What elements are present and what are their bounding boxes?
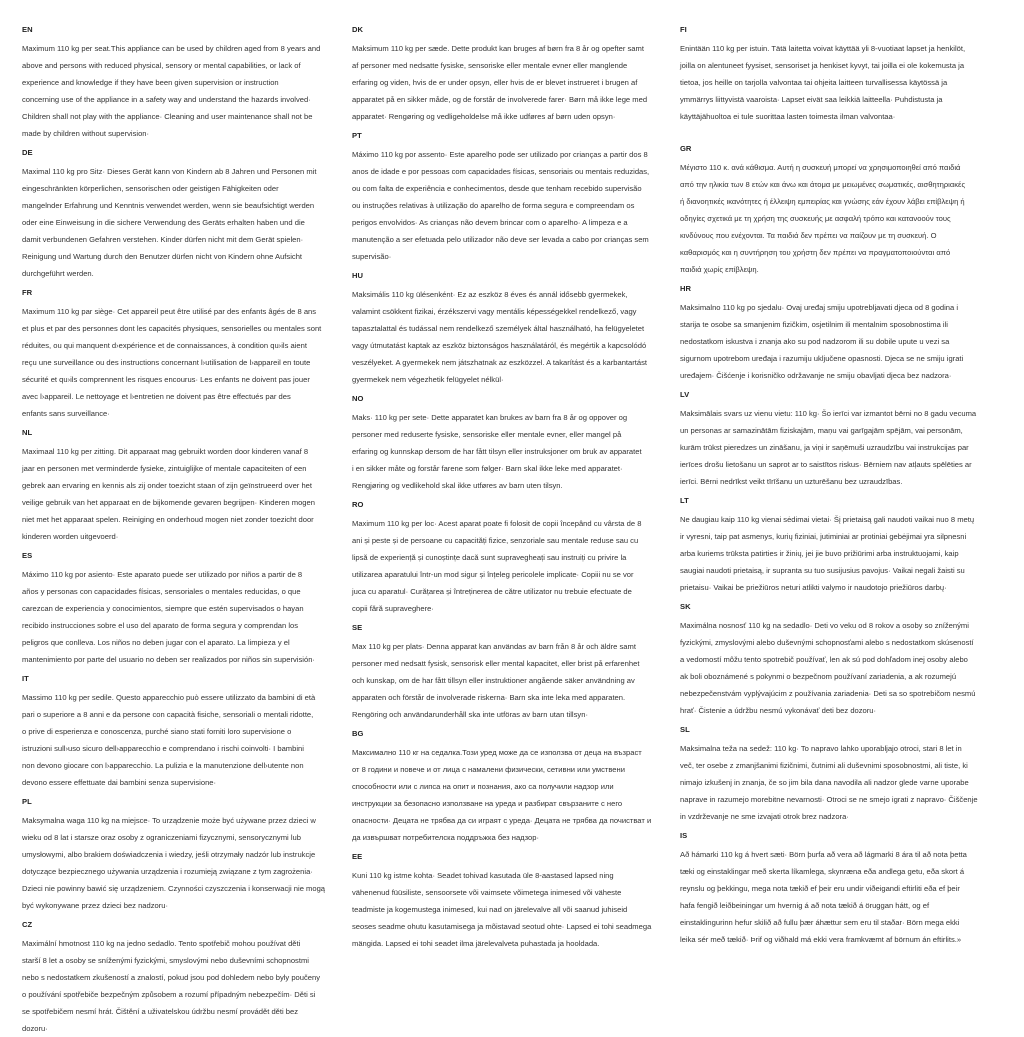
text-line: avec l›appareil. Le nettoyage et l›entretien ne doivent pas être effectués par des: [22, 392, 291, 401]
text-line: Maksymalna waga 110 kg na miejsce· To urządzenie może być używane przez dzieci w: [22, 816, 316, 825]
text-line: Maksimum 110 kg per sæde. Dette produkt kan bruges af børn fra 8 år og opefter samt: [352, 44, 644, 53]
text-line: Maksimālais svars uz vienu vietu: 110 kg· Šo ierīci var izmantot bērni no 8 gadu vecuma: [680, 409, 977, 418]
language-code: FI: [680, 25, 687, 34]
section-pt: [352, 131, 674, 265]
text-line: apparaten och förstår de involverade riskerna· Barn ska inte leka med apparaten.: [352, 693, 626, 702]
text-line: παιδιά χωρίς επίβλεψη.: [680, 265, 759, 274]
text-line: ou com falta de experiência e conhecimentos, desde que tenham recebido supervisão: [352, 184, 642, 193]
text-line: devono essere effettuate dai bambini senza supervisione·: [22, 778, 217, 787]
text-line: seoses seadme ohutu kasutamisega ja mõistavad seotud ohte· Lapsed ei tohi seadmega: [352, 922, 652, 931]
text-line: un personas ar samazinātām fiziskajām, maņu vai garīgajām spējām, vai personām,: [680, 426, 963, 435]
text-line: veilige gebruik van het apparaat en de bijkomende gevaren begrijpen· Kinderen mogen: [22, 498, 315, 507]
text-line: Reinigung und Wartung durch den Benutzer dürfen nicht von Kindern ohne Aufsicht: [22, 252, 303, 261]
text-line: juca cu aparatul· Curățarea și întreținerea de către utilizator nu trebuie efectuate de: [352, 587, 632, 596]
language-code: BG: [352, 729, 364, 738]
text-line: mantenimiento por parte del usuario no deben ser realizados por niños sin supervisión·: [22, 655, 315, 664]
section-hr: [680, 284, 1002, 384]
text-line: saugiai naudoti prietaisą, ir supranta su tuo susijusius pavojus· Vaikai negali žaisti su: [680, 566, 965, 575]
text-line: mangelnder Erfahrung und Kenntnis verwendet werden, wenn sie beaufsichtigt werden: [22, 201, 315, 210]
text-line: gyermekek nem végezhetik felügyelet nélkül·: [352, 375, 504, 384]
text-line: prietaisu· Vaikai be priežiūros neturi atlikti valymo ir naudotojo priežiūros darbų·: [680, 583, 947, 592]
text-line: fyzickými, zmyslovými alebo duševnými schopnosťami alebo s nedostatkom skúseností: [680, 638, 974, 647]
text-line: supervisão·: [352, 252, 392, 261]
text-line: niet met het apparaat spelen. Reiniging en onderhoud mogen niet zonder toezicht door: [22, 515, 314, 524]
text-line: sécurité et qu›ils comprennent les risques encourus· Les enfants ne doivent pas jouer: [22, 375, 310, 384]
text-line: Max 110 kg per plats· Denna apparat kan användas av barn från 8 år och äldre samt: [352, 642, 636, 651]
text-line: personer med reduserte fysiske, sensoriske eller mentale evner, eller mangel på: [352, 430, 622, 439]
text-line: utilizarea aparatului într-un mod sigur și înțeleg pericolele implicate· Copiii nu se vor: [352, 570, 634, 579]
language-code: LV: [680, 390, 690, 399]
text-line: oder eine Einweisung in die sichere Verwendung des Geräts erhalten haben und die: [22, 218, 305, 227]
text-line: Maksimalna teža na sedež: 110 kg· To napravo lahko uporabljajo otroci, stari 8 let in: [680, 744, 962, 753]
language-code: HR: [680, 284, 691, 293]
text-line: se spotřebičem nesmí hrát. Čištění a uživatelskou údržbu nesmí provádět děti bez: [22, 1007, 299, 1016]
text-line: non devono giocare con l›apparecchio. La pulizia e la manutenzione dell›utente non: [22, 761, 304, 770]
text-line: valamint csökkent fizikai, érzékszervi vagy mentális képességekkel rendelkező, vagy: [352, 307, 637, 316]
language-code: IT: [22, 674, 29, 683]
language-code: ES: [22, 551, 33, 560]
text-line: teadmiste ja kogemustega inimesed, kui nad on järelevalve all või saanud juhiseid: [352, 905, 628, 914]
text-line: Maximum 110 kg per seat.This appliance can be used by children aged from 8 years and: [22, 44, 321, 53]
text-line: ak boli oboznámené s pokynmi o bezpečnom používaní zariadenia, a ak rozumejú: [680, 672, 957, 681]
text-line: manutenção a ser efetuada pelo utilizador não deve ser levada a cabo por crianças sem: [352, 235, 649, 244]
text-line: Μέγιστο 110 κ. ανά κάθισμα. Αυτή η συσκευή μπορεί να χρησιμοποιηθεί από παιδιά: [680, 163, 961, 172]
text-line: damit verbundenen Gefahren verstehen. Kinder dürfen nicht mit dem Gerät spielen·: [22, 235, 304, 244]
text-line: καθαρισμός και η συντήρηση του χρήστη δεν πρέπει να πραγματοποιούνται από: [680, 248, 951, 257]
language-code: SL: [680, 725, 690, 734]
language-code: EE: [352, 852, 363, 861]
section-lt: [680, 496, 1002, 596]
section-cz: [22, 920, 344, 1037]
text-line: Maksimalno 110 kg po sjedalu· Ovaj uređaj smiju upotrebljavati djeca od 8 godina i: [680, 303, 959, 312]
text-line: naprave in razumejo morebitne nevarnosti· Otroci se ne smejo igrati z napravo· Čiščenje: [680, 795, 978, 804]
language-code: HU: [352, 271, 363, 280]
text-line: Maks· 110 kg per sete· Dette apparatet kan brukes av barn fra 8 år og oppover og: [352, 413, 628, 422]
language-code: NL: [22, 428, 33, 437]
text-line: arba kuriems trūksta patirties ir žinių, jei jie buvo prižiūrimi arba instruktuojami, kaip: [680, 549, 959, 558]
section-is: [680, 831, 1002, 948]
section-sk: [680, 602, 1002, 719]
section-dk: [352, 25, 674, 125]
text-line: pari o superiore a 8 anni e da persone con capacità fisiche, sensoriali o mentali ridotte,: [22, 710, 314, 719]
text-line: Kuni 110 kg istme kohta· Seadet tohivad kasutada üle 8-aastased lapsed ning: [352, 871, 614, 880]
text-line: concerning use of the appliance in a safety way and understand the hazards involved·: [22, 95, 311, 104]
language-code: PT: [352, 131, 362, 140]
text-line: leika sér með tækið· Þrif og viðhald má ekki vera framkvæmt af börnum án eftirlits.»: [680, 935, 962, 944]
language-code: FR: [22, 288, 33, 297]
text-line: reçu une surveillance ou des instructions concernant l›utilisation de l›appareil en toute: [22, 358, 311, 367]
text-line: Maximální hmotnost 110 kg na jedno sedadlo. Tento spotřebič mohou používat děti: [22, 939, 301, 948]
text-line: wieku od 8 lat i starsze oraz osoby z ograniczeniami fizycznymi, sensorycznymi lub: [22, 833, 301, 842]
text-line: από την ηλικία των 8 ετών και άνω και άτομα με μειωμένες σωματικές, αισθητηριακές: [680, 180, 966, 189]
section-bg: [352, 729, 674, 846]
section-fi: [680, 25, 1002, 125]
text-line: jaar en personen met verminderde fysieke, zintuiglijke of mentale capaciteiten of een: [22, 464, 307, 473]
text-line: способности или с липса на опит и познания, ако са получили надзор или: [352, 782, 614, 791]
text-line: enfants sans surveillance·: [22, 409, 110, 418]
section-it: [22, 674, 344, 791]
language-code: NO: [352, 394, 364, 403]
section-fr: [22, 288, 344, 422]
text-line: Rengöring och användarunderhåll ska inte utföras av barn utan tillsyn·: [352, 710, 588, 719]
language-code: SE: [352, 623, 363, 632]
text-line: vagy útmutatást kaptak az eszköz biztonságos használatáról, és megértik a kapcsolódó: [352, 341, 647, 350]
text-line: Dzieci nie powinny bawić się urządzeniem. Czynności czyszczenia i konserwacji nie mogą: [22, 884, 326, 893]
text-line: Að hámarki 110 kg á hvert sæti· Börn þurfa að vera að lágmarki 8 ára til að nota þetta: [680, 850, 967, 859]
language-code: DE: [22, 148, 33, 157]
text-line: ou instruções relativas à utilização do aparelho de forma segura e compreendam os: [352, 201, 635, 210]
language-code: SK: [680, 602, 691, 611]
text-line: Ne daugiau kaip 110 kg vienai sėdimai vietai· Šį prietaisą gali naudoti vaikai nuo 8 metų: [680, 515, 975, 524]
text-line: инструкции за безопасно използване на уреда и разбират свързаните с него: [352, 799, 623, 808]
language-code: LT: [680, 496, 689, 505]
text-line: lipsă de experiență și cunoștințe dacă sunt supravegheați sau instruiți cu privire la: [352, 553, 627, 562]
text-line: istruzioni sull›uso sicuro dell›apparecchio e comprendano i rischi coinvolti· I bambini: [22, 744, 304, 753]
text-line: Máximo 110 kg por assento· Este aparelho pode ser utilizado por crianças a partir dos 8: [352, 150, 648, 159]
text-line: ymmärrys liittyvistä vaaroista· Lapset eivät saa leikkiä laitteella· Puhdistusta ja: [680, 95, 943, 104]
text-line: apparatet på en sikker måde, og de forstår de involverede farer· Børn må ikke lege med: [352, 95, 648, 104]
section-sl: [680, 725, 1002, 825]
section-es: [22, 551, 344, 668]
text-line: tietoa, jos heille on tarjolla valvontaa tai ohjeita laitteen turvallisessa käytössä ja: [680, 78, 948, 87]
text-line: erfaring og kunnskap dersom de har fått tilsyn eller instruksjoner om bruk av apparatet: [352, 447, 642, 456]
text-line: Maximal 110 kg pro Sitz· Dieses Gerät kann von Kindern ab 8 Jahren und Personen mit: [22, 167, 317, 176]
text-line: vähenenud füüsiliste, sensoorsete või vaimsete võimetega inimesed või väheste: [352, 888, 622, 897]
text-line: anos de idade e por pessoas com capacidades físicas, sensoriais ou mentais reduzidas,: [352, 167, 650, 176]
text-line: reynslu og þekkingu, mega nota tækið ef þeir eru undir viðeigandi eftirliti eða ef þeir: [680, 884, 960, 893]
text-line: mängida. Lapsed ei tohi seadet ilma järelevalveta puhastada ja hooldada.: [352, 939, 600, 948]
text-line: a vedomostí môžu tento spotrebič používať, len ak sú pod dohľadom inej osoby alebo: [680, 655, 968, 664]
text-line: dotyczące bezpiecznego używania urządzenia i rozumieją związane z tym zagrożenia·: [22, 867, 313, 876]
section-nl: [22, 428, 344, 545]
text-line: Children shall not play with the appliance· Cleaning and user maintenance shall not be: [22, 112, 313, 121]
text-line: ierīci. Bērni nedrīkst veikt tīrīšanu un uzturēšanu bez uzraudzības.: [680, 477, 903, 486]
text-line: recibido instrucciones sobre el uso del aparato de forma segura y comprendan los: [22, 621, 299, 630]
section-en: [22, 25, 344, 142]
section-se: [352, 623, 674, 723]
section-hu: [352, 271, 674, 388]
text-line: af personer med nedsatte fysiske, sensoriske eller mentale evner eller manglende: [352, 61, 628, 70]
text-line: peligros que conlleva. Los niños no deben jugar con el aparato. La limpieza y el: [22, 638, 290, 647]
text-line: Maximálna nosnosť 110 kg na sedadlo· Deti vo veku od 8 rokov a osoby so zníženými: [680, 621, 969, 630]
text-line: dozoru·: [22, 1024, 48, 1033]
section-lv: [680, 390, 1002, 490]
text-line: да извършват потребителска поддръжка без надзор·: [352, 833, 539, 842]
text-line: κινδύνους που ενέχονται. Τα παιδιά δεν πρέπει να παίζουν με τη συσκευή. Ο: [680, 231, 937, 240]
text-line: hafa fengið leiðbeiningar um hvernig á að nota tækið á öruggan hátt, og ef: [680, 901, 930, 910]
text-line: erfaring og viden, hvis de er under opsyn, eller hvis de er blevet instrueret i brugen af: [352, 78, 638, 87]
text-line: Максимално 110 кг на седалка.Този уред може да се използва от деца на възраст: [352, 748, 642, 757]
language-code: PL: [22, 797, 32, 806]
text-line: nedostatkom iskustva i znanja ako su pod nadzorom ili su dobile upute u vezi sa: [680, 337, 950, 346]
text-line: starija te osobe sa smanjenim fizičkim, osjetilnim ili mentalnim sposobnostima ili: [680, 320, 948, 329]
text-line: joilla on alentuneet fyysiset, sensoriset ja henkiset kyvyt, tai joilla ei ole kokemusta ja: [680, 61, 965, 70]
text-line: kurām trūkst pieredzes un zināšanu, ja viņi ir saņēmuši uzraudzību vai instrukcijas par: [680, 443, 969, 452]
section-pl: [22, 797, 344, 914]
text-line: sigurnom upotrebom uređaja i razumiju uključene opasnosti. Djeca se ne smiju igrati: [680, 354, 964, 363]
text-line: nimajo izkušenj in znanja, če so jim bila dana navodila ali nadzor glede varne uporabe: [680, 778, 969, 787]
text-line: οδηγίες σχετικά με τη χρήση της συσκευής με ασφαλή τρόπο και κατανοούν τους: [680, 214, 951, 223]
text-line: ή διανοητικές ικανότητες ή έλλειψη εμπειρίας και γνώσης εάν έχουν λάβει επίβλεψη ή: [680, 197, 965, 206]
text-line: nebezpečenstvám vyplývajúcim z používania zariadenia· Deti sa so spotrebičom nesmú: [680, 689, 976, 698]
text-line: tapasztalattal és tudással nem rendelkező személyek által használható, ha felügyeletet: [352, 324, 645, 333]
text-line: uređajem· Čišćenje i korisničko održavanje ne smiju obavljati djeca bez nadzora·: [680, 371, 952, 380]
text-line: et plus et par des personnes dont les capacités physiques, sensorielles ou mentales sont: [22, 324, 322, 333]
text-line: veszélyeket. A gyermekek nem játszhatnak az eszközzel. A takarítást és a karbantartást: [352, 358, 648, 367]
text-line: Rengjøring og vedlikehold skal ikke utføres av barn uten tilsyn.: [352, 481, 563, 490]
language-code: CZ: [22, 920, 33, 929]
language-code: RO: [352, 500, 364, 509]
text-line: made by children without supervision·: [22, 129, 150, 138]
text-line: o prive di esperienza e conoscenza, purché siano stati forniti loro supervisione o: [22, 727, 292, 736]
text-line: och kunskap, om de har fått tillsyn eller instruktioner angående säker användning av: [352, 676, 635, 685]
text-line: Massimo 110 kg per sedile. Questo apparecchio può essere utilizzato da bambini di età: [22, 693, 316, 702]
text-line: gebrek aan ervaring en kennis als zij onder toezicht staan of zijn geïnstrueerd over het: [22, 481, 312, 490]
text-line: več, ter osebe z zmanjšanimi fizičnimi, čutnimi ali duševnimi sposobnostmi, ali tiste, ki: [680, 761, 968, 770]
language-code: EN: [22, 25, 33, 34]
text-line: Enintään 110 kg per istuin. Tätä laitetta voivat käyttää yli 8-vuotiaat lapset ja henkilöt,: [680, 44, 966, 53]
text-line: o používání spotřebiče bezpečným způsobem a rozumí případným nebezpečím· Děti si: [22, 990, 316, 999]
text-line: durchgeführt werden.: [22, 269, 94, 278]
text-line: ani și peste și de persoane cu capacități fizice, senzoriale sau mentale reduse sau cu: [352, 536, 639, 545]
section-de: [22, 148, 344, 282]
text-line: eingeschränkten körperlichen, sensorischen oder geistigen Fähigkeiten oder: [22, 184, 279, 193]
text-line: Maksimális 110 kg ülésenként· Ez az eszköz 8 éves és annál idősebb gyermekek,: [352, 290, 628, 299]
text-line: от 8 години и повече и от лица с намалени физически, сетивни или умствени: [352, 765, 625, 774]
text-line: réduites, ou qui manquent d›expérience et de connaissances, à condition qu›ils aient: [22, 341, 307, 350]
section-ee: [352, 852, 674, 952]
language-code: GR: [680, 144, 692, 153]
text-line: i en sikker måte og forstår farene som følger· Barn skal ikke leke med apparatet·: [352, 464, 623, 473]
language-code: IS: [680, 831, 688, 840]
section-no: [352, 394, 674, 494]
section-ro: [352, 500, 674, 617]
text-line: starší 8 let a osoby se sníženými fyzickými, smyslovými nebo duševními schopnostmi: [22, 956, 309, 965]
text-line: опасности· Децата не трябва да си играят с уреда· Децата не трябва да почистват и: [352, 816, 652, 825]
text-line: apparatet· Rengøring og vedligeholdelse må ikke udføres af børn uden opsyn·: [352, 112, 616, 121]
text-line: być wykonywane przez dzieci bez nadzoru·: [22, 901, 169, 910]
text-line: einstaklingurinn hefur skilið að fullu þær áhættur sem eru til staðar· Börn mega ekki: [680, 918, 960, 927]
text-line: above and persons with reduced physical, sensory or mental capabilities, or lack of: [22, 61, 301, 70]
text-line: Maximum 110 kg per loc· Acest aparat poate fi folosit de copii începând cu vârsta de 8: [352, 519, 642, 528]
text-line: Maximum 110 kg par siège· Cet appareil peut être utilisé par des enfants âgés de 8 ans: [22, 307, 317, 316]
text-line: perigos envolvidos· As crianças não devem brincar com o aparelho· A limpeza e a: [352, 218, 628, 227]
text-line: Máximo 110 kg por asiento· Este aparato puede ser utilizado por niños a partir de 8: [22, 570, 303, 579]
section-gr: [680, 144, 1002, 278]
text-line: Maximaal 110 kg per zitting. Dit apparaat mag gebruikt worden door kinderen vanaf 8: [22, 447, 309, 456]
text-line: nebo s nedostatkem zkušeností a znalostí, pokud jsou pod dohledem nebo byly poučeny: [22, 973, 321, 982]
text-line: ierīces drošu lietošanu un saprot ar to saistītos riskus· Bērniem nav atļauts spēlēties ar: [680, 460, 972, 469]
text-line: años y personas con capacidades físicas, sensoriales o mentales reducidas, o que: [22, 587, 301, 596]
text-line: copii fără supraveghere·: [352, 604, 434, 613]
language-code: DK: [352, 25, 363, 34]
text-line: käyttäjähuoltoa ei tule suorittaa lasten toimesta ilman valvontaa·: [680, 112, 896, 121]
text-line: in vzdrževanje ne sme izvajati otrok brez nadzora·: [680, 812, 849, 821]
text-line: kinderen worden uitgevoerd·: [22, 532, 119, 541]
text-line: umysłowymi, albo brakiem doświadczenia i wiedzy, jeśli otrzymały nadzór lub instrukcje: [22, 850, 316, 859]
text-line: ir vyresni, taip pat asmenys, kurių fiziniai, jutiminiai ar protiniai gebėjimai yra silpnesni: [680, 532, 967, 541]
text-line: tæki og einstaklingar með skerta líkamlega, skynræna eða andlega getu, eða skort á: [680, 867, 965, 876]
text-line: personer med nedsatt fysisk, sensorisk eller mental kapacitet, eller brist på erfarenhet: [352, 659, 640, 668]
text-line: experience and knowledge if they have been given supervision or instruction: [22, 78, 279, 87]
text-line: carezcan de experiencia y conocimientos, siempre que estén supervisados o hayan: [22, 604, 304, 613]
text-line: hrať· Čistenie a údržbu nesmú vykonávať deti bez dozoru·: [680, 706, 877, 715]
